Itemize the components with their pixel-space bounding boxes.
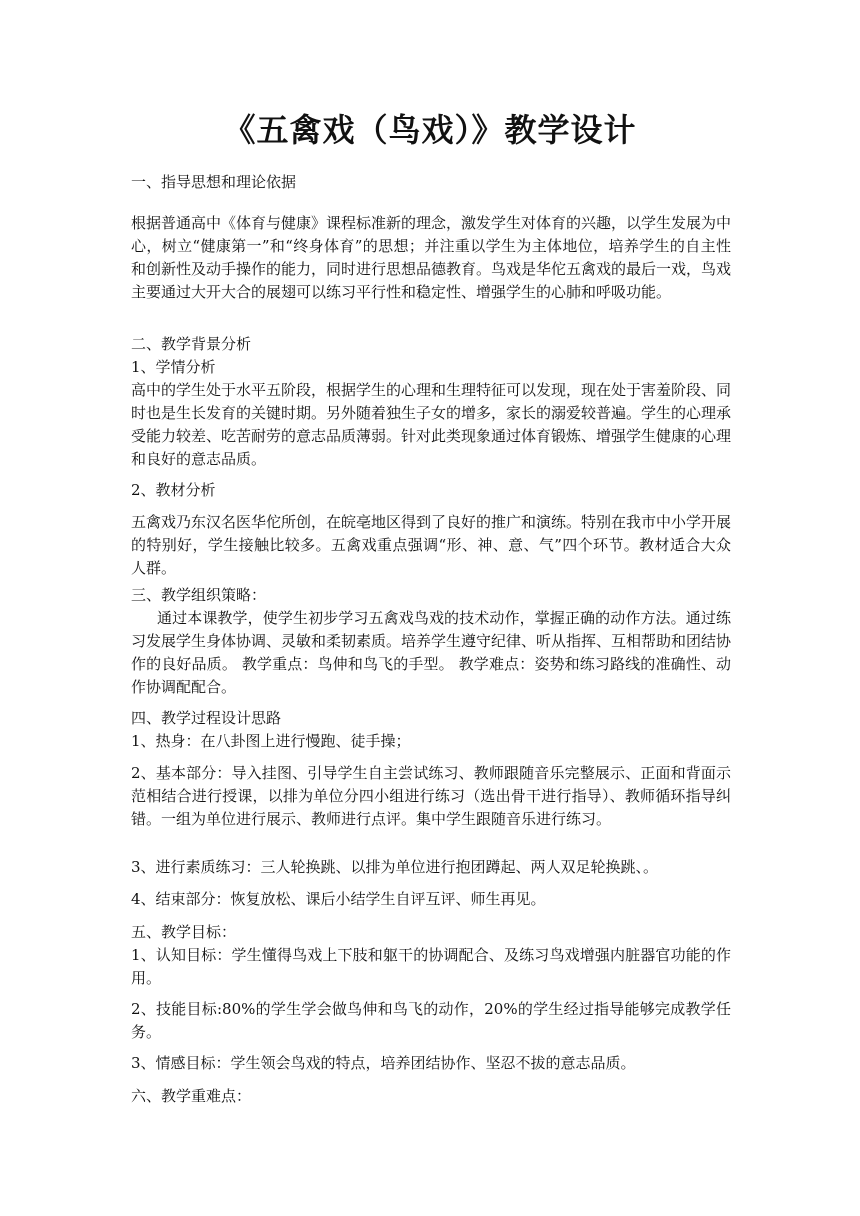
section-5-item: 2、技能目标:80%的学生学会做鸟伸和鸟飞的动作，20%的学生经过指导能够完成教学任务。 (131, 1000, 731, 1041)
section-2-1-heading: 1、学情分析 (131, 358, 216, 376)
section-4-item: 1、热身：在八卦图上进行慢跑、徒手操； (131, 732, 411, 750)
section-2-1-paragraph: 高中的学生处于水平五阶段，根据学生的心理和生理特征可以发现，现在处于害羞阶段、同时也是生长发育的关键时期。另外随着独生子女的增多，家长的溺爱较普遍。学生的心理承受能力较差、吃苦耐劳的意志品质薄弱。针对此类现象通过体育锻炼、增强学生健康的心理和良好的意志品质。 (131, 381, 732, 468)
section-4-item: 3、进行素质练习：三人轮换跳、以排为单位进行抱团蹲起、两人双足轮换跳、。 (131, 858, 659, 876)
section-2-2-heading: 2、教材分析 (131, 481, 216, 499)
section-4-heading: 四、教学过程设计思路 (131, 709, 282, 727)
section-2-heading: 二、教学背景分析 (131, 335, 252, 353)
section-5-item: 3、情感目标：学生领会鸟戏的特点，培养团结协作、坚忍不拔的意志品质。 (131, 1054, 636, 1072)
section-4-item: 2、基本部分：导入挂图、引导学生自主尝试练习、教师跟随音乐完整展示、正面和背面示范相结合进行授课，以排为单位分四小组进行练习（选出骨干进行指导）、教师循环指导纠错。一组为单位进行展示、教师进行点评。集中学生跟随音乐进行练习。 (131, 764, 731, 828)
section-1-heading: 一、指导思想和理论依据 (131, 173, 297, 191)
section-4-item: 4、结束部分：恢复放松、课后小结学生自评互评、师生再见。 (131, 890, 546, 908)
section-5-item: 1、认知目标：学生懂得鸟戏上下肢和躯干的协调配合、及练习鸟戏增强内脏器官功能的作用。 (131, 946, 731, 987)
section-6-heading: 六、教学重难点： (131, 1087, 252, 1105)
section-5-heading: 五、教学目标： (131, 923, 237, 941)
section-3-paragraph: 通过本课教学，使学生初步学习五禽戏鸟戏的技术动作，掌握正确的动作方法。通过练习发展学生身体协调、灵敏和柔韧素质。培养学生遵守纪律、听从指挥、互相帮助和团结协作的良好品质。 教学重点：鸟伸和鸟飞的手型。 教学难点：姿势和练习路线的准确性、动作协调配配合。 (131, 609, 732, 696)
section-2-2-paragraph: 五禽戏乃东汉名医华佗所创，在皖亳地区得到了良好的推广和演练。特别在我市中小学开展的特别好，学生接触比较多。五禽戏重点强调“形、神、意、气”四个环节。教材适合大众人群。 (131, 513, 732, 577)
section-1-paragraph: 根据普通高中《体育与健康》课程标准新的理念，激发学生对体育的兴趣，以学生发展为中心，树立“健康第一”和“终身体育”的思想；并注重以学生为主体地位，培养学生的自主性和创新性及动手操作的能力，同时进行思想品德教育。鸟戏是华佗五禽戏的最后一戏，鸟戏主要通过大开大合的展翅可以练习平行性和稳定性、增强学生的心肺和呼吸功能。 (131, 214, 732, 301)
section-3-heading: 三、教学组织策略： (131, 586, 267, 604)
document-title: 《五禽戏（鸟戏）》教学设计 (223, 111, 637, 149)
